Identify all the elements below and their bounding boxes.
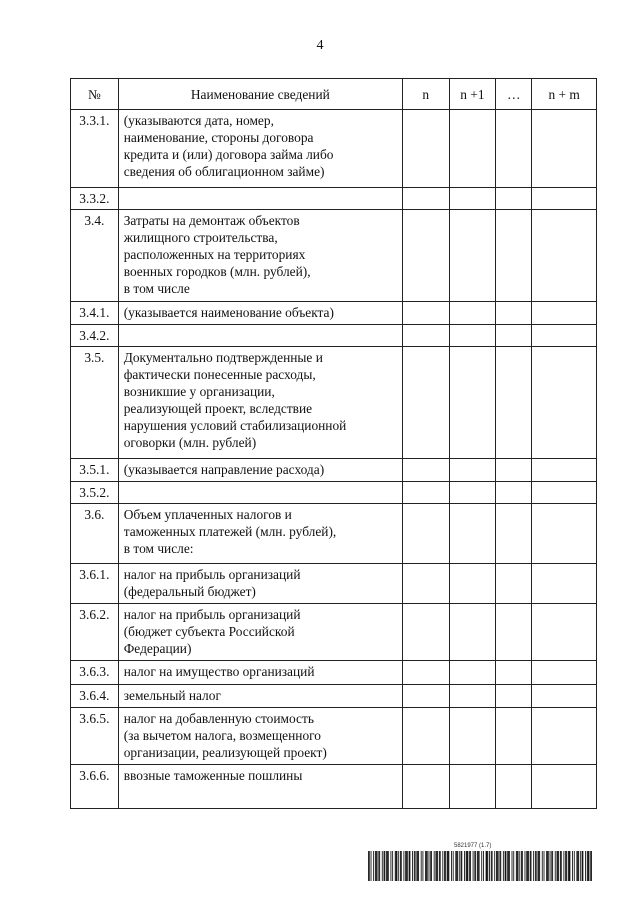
barcode-bar — [496, 851, 497, 881]
barcode-bar — [530, 851, 531, 881]
barcode-bar — [467, 851, 468, 881]
barcode-bar — [492, 851, 493, 881]
barcode-bar — [467, 851, 468, 881]
barcode-bar — [429, 851, 430, 881]
table-row — [71, 482, 597, 504]
value-n-plus-m — [532, 564, 597, 604]
table-row — [71, 347, 597, 459]
value-n-plus-1 — [449, 685, 496, 708]
barcode-bar — [550, 851, 551, 881]
barcode-bar — [483, 851, 484, 881]
table-row — [71, 459, 597, 482]
barcode-bar — [445, 851, 446, 881]
row-description — [118, 685, 402, 708]
barcode-bar — [509, 851, 510, 881]
barcode-bar — [398, 851, 399, 881]
barcode-bar — [473, 851, 474, 881]
barcode-bar — [392, 851, 393, 881]
value-n-plus-1 — [449, 708, 496, 765]
value-ellipsis — [496, 661, 532, 685]
value-n-plus-m — [532, 604, 597, 661]
row-description — [118, 661, 402, 685]
description-line: наименование, стороны договора — [123, 130, 314, 145]
barcode-bar — [526, 851, 527, 881]
description-line: (бюджет субъекта Российской — [123, 624, 295, 639]
barcode-bar — [444, 851, 445, 881]
barcode-bar — [487, 851, 488, 881]
table-body — [71, 110, 597, 809]
barcode-bar — [435, 851, 436, 881]
value-n-plus-1 — [449, 564, 496, 604]
value-ellipsis — [496, 765, 532, 809]
row-number: 3.4. — [71, 210, 119, 302]
description-line: сведения об облигационном займе) — [123, 164, 325, 179]
row-number: 3.6. — [71, 504, 119, 564]
barcode-bar — [555, 851, 556, 881]
barcode-bar — [440, 851, 441, 881]
description-line: оговорки (млн. рублей) — [123, 435, 257, 450]
barcode-bar — [401, 851, 402, 881]
barcode-bar — [547, 851, 548, 881]
barcode-bar — [427, 851, 428, 881]
value-n-plus-m — [532, 765, 597, 809]
value-n — [402, 708, 449, 765]
barcode-bar — [566, 851, 567, 881]
barcode-bar — [494, 851, 495, 881]
barcode-bar — [558, 851, 559, 881]
value-ellipsis — [496, 708, 532, 765]
barcode-bar — [390, 851, 391, 881]
row-description — [118, 604, 402, 661]
description-line: таможенных платежей (млн. рублей), — [123, 524, 337, 539]
barcode-bar — [486, 851, 487, 881]
barcode-bar — [580, 851, 581, 881]
value-n-plus-m — [532, 188, 597, 210]
barcode-bar — [400, 851, 401, 881]
barcode-bar — [533, 851, 534, 881]
barcode-image — [368, 845, 592, 881]
row-number: 3.6.3. — [71, 661, 119, 685]
row-number: 3.4.2. — [71, 325, 119, 347]
barcode-bar — [430, 851, 431, 881]
value-n-plus-m — [532, 347, 597, 459]
barcode-bar — [518, 851, 519, 881]
row-number: 3.6.4. — [71, 685, 119, 708]
barcode-bar — [587, 851, 588, 881]
table-row — [71, 564, 597, 604]
row-number: 3.5.1. — [71, 459, 119, 482]
barcode-bar — [582, 851, 583, 881]
value-n-plus-m — [532, 302, 597, 325]
value-n-plus-m — [532, 661, 597, 685]
value-n-plus-1 — [449, 347, 496, 459]
barcode-bar — [497, 851, 498, 881]
description-line: (за вычетом налога, возмещенного — [123, 728, 322, 743]
header-n: n — [402, 79, 449, 110]
row-description — [118, 188, 402, 210]
value-n-plus-m — [532, 685, 597, 708]
value-ellipsis — [496, 504, 532, 564]
barcode-bar — [417, 851, 418, 881]
barcode-bar — [384, 851, 385, 881]
description-line: налог на прибыль организаций — [123, 567, 301, 582]
table-row — [71, 685, 597, 708]
row-number: 3.6.2. — [71, 604, 119, 661]
barcode-bar — [461, 851, 462, 881]
value-n — [402, 110, 449, 188]
info-table — [70, 78, 597, 809]
barcode-bar — [557, 851, 558, 881]
table-row — [71, 210, 597, 302]
barcode-bar — [568, 851, 569, 881]
barcode-bar — [376, 851, 377, 881]
value-n — [402, 302, 449, 325]
row-description — [118, 325, 402, 347]
value-n-plus-1 — [449, 302, 496, 325]
barcode-bar — [403, 851, 404, 881]
value-n-plus-1 — [449, 661, 496, 685]
value-n — [402, 459, 449, 482]
barcode-bar — [548, 851, 549, 881]
barcode-bar — [386, 851, 387, 881]
barcode-bar — [469, 851, 470, 881]
barcode-bar — [527, 851, 528, 881]
header-name: Наименование сведений — [118, 79, 402, 110]
value-ellipsis — [496, 302, 532, 325]
page-number: 4 — [316, 38, 324, 53]
barcode-bar — [578, 851, 579, 881]
barcode-bar — [451, 851, 452, 881]
value-n-plus-1 — [449, 210, 496, 302]
description-line: кредита и (или) договора займа либо — [123, 147, 334, 162]
barcode-bar — [588, 851, 589, 881]
barcode-bar — [415, 851, 416, 881]
table-row — [71, 504, 597, 564]
barcode-bar — [589, 851, 590, 881]
description-line: жилищного строительства, — [123, 230, 278, 245]
description-line: (указывается наименование объекта) — [123, 305, 334, 320]
table-row — [71, 188, 597, 210]
barcode-bar — [418, 851, 419, 881]
barcode-bar — [560, 851, 561, 881]
barcode-bar — [426, 851, 427, 881]
value-n — [402, 564, 449, 604]
row-description — [118, 504, 402, 564]
barcode-bar — [516, 851, 517, 881]
row-number: 3.3.2. — [71, 188, 119, 210]
row-description — [118, 708, 402, 765]
barcode-bar — [552, 851, 553, 881]
table-row — [71, 708, 597, 765]
barcode-bar — [590, 851, 591, 881]
description-line: реализующей проект, вследствие — [123, 401, 313, 416]
barcode-bar — [486, 851, 487, 881]
barcode-bar — [535, 851, 536, 881]
value-ellipsis — [496, 459, 532, 482]
barcode-bar — [377, 851, 378, 881]
barcode-bar — [525, 851, 526, 881]
barcode-bar — [378, 851, 379, 881]
barcode-bar — [546, 851, 547, 881]
barcode-bar — [517, 851, 518, 881]
barcode-bar — [470, 851, 471, 881]
barcode-bar — [457, 851, 458, 881]
barcode-bar — [521, 851, 522, 881]
barcode-bar — [382, 851, 383, 881]
barcode-bar — [538, 851, 539, 881]
value-n — [402, 765, 449, 809]
description-line: Объем уплаченных налогов и — [123, 507, 292, 522]
barcode-bar — [407, 851, 408, 881]
value-ellipsis — [496, 188, 532, 210]
barcode-bar — [421, 851, 422, 881]
table-row — [71, 110, 597, 188]
value-ellipsis — [496, 482, 532, 504]
value-n-plus-m — [532, 708, 597, 765]
row-description — [118, 765, 402, 809]
value-n — [402, 661, 449, 685]
header-ellipsis: … — [496, 79, 532, 110]
value-n — [402, 504, 449, 564]
description-line: возникшие у организации, — [123, 384, 275, 399]
table-row — [71, 604, 597, 661]
value-n — [402, 188, 449, 210]
barcode-bar — [506, 851, 507, 881]
barcode-bar — [437, 851, 438, 881]
value-n-plus-1 — [449, 765, 496, 809]
value-ellipsis — [496, 685, 532, 708]
barcode-bar — [396, 851, 397, 881]
barcode-bar — [373, 851, 374, 881]
value-n-plus-1 — [449, 325, 496, 347]
row-number: 3.5.2. — [71, 482, 119, 504]
barcode-bar — [522, 851, 523, 881]
description-line: ввозные таможенные пошлины — [123, 768, 303, 783]
table-row — [71, 661, 597, 685]
value-n-plus-1 — [449, 482, 496, 504]
description-line: (указывается направление расхода) — [123, 462, 325, 477]
row-number: 3.3.1. — [71, 110, 119, 188]
barcode-bar — [439, 851, 440, 881]
barcode-caption: 5821977 (1.7) — [454, 843, 492, 849]
barcode-bar — [513, 851, 514, 881]
value-n-plus-1 — [449, 604, 496, 661]
barcode-bar — [405, 851, 406, 881]
header-num: № — [71, 79, 119, 110]
barcode-bar — [563, 851, 564, 881]
value-n — [402, 210, 449, 302]
barcode-bar — [414, 851, 415, 881]
row-description — [118, 564, 402, 604]
barcode-bar — [425, 851, 426, 881]
row-number: 3.6.5. — [71, 708, 119, 765]
header-n-plus-m: n + m — [532, 79, 597, 110]
barcode-bar — [498, 851, 499, 881]
barcode-bar — [431, 851, 432, 881]
barcode-bar — [477, 851, 478, 881]
table-header-row — [71, 79, 597, 110]
barcode-bar — [406, 851, 407, 881]
table-row — [71, 765, 597, 809]
barcode-bar — [489, 851, 490, 881]
barcode-bar — [508, 851, 509, 881]
barcode-bar — [500, 851, 501, 881]
description-line: расположенных на территориях — [123, 247, 306, 262]
barcode-bar — [585, 851, 586, 881]
barcode-bar — [574, 851, 575, 881]
barcode-bar — [491, 851, 492, 881]
value-n-plus-m — [532, 210, 597, 302]
barcode-bar — [461, 851, 462, 881]
barcode-bar — [453, 851, 454, 881]
barcode-bar — [531, 851, 532, 881]
description-line: в том числе — [123, 281, 190, 296]
barcode-bar — [409, 851, 410, 881]
barcode-bar — [539, 851, 540, 881]
barcode-bar — [536, 851, 537, 881]
barcode-bar — [577, 851, 578, 881]
value-n — [402, 347, 449, 459]
barcode-bar — [570, 851, 571, 881]
barcode-bar — [478, 851, 479, 881]
row-description — [118, 302, 402, 325]
value-n — [402, 685, 449, 708]
row-description — [118, 347, 402, 459]
description-line: военных городков (млн. рублей), — [123, 264, 311, 279]
description-line: налог на добавленную стоимость — [123, 711, 314, 726]
barcode-bar — [412, 851, 413, 881]
barcode-bar — [442, 851, 443, 881]
value-ellipsis — [496, 564, 532, 604]
value-ellipsis — [496, 210, 532, 302]
barcode-bar — [397, 851, 398, 881]
row-description — [118, 482, 402, 504]
row-number: 3.4.1. — [71, 302, 119, 325]
barcode-bar — [569, 851, 570, 881]
barcode-bar — [551, 851, 552, 881]
row-number: 3.5. — [71, 347, 119, 459]
value-ellipsis — [496, 110, 532, 188]
row-description — [118, 210, 402, 302]
barcode-bar — [479, 851, 480, 881]
row-description — [118, 110, 402, 188]
barcode-bar — [557, 851, 558, 881]
value-n-plus-m — [532, 325, 597, 347]
barcode-bar — [528, 851, 529, 881]
barcode-bar — [387, 851, 388, 881]
value-n-plus-1 — [449, 188, 496, 210]
value-n-plus-m — [532, 459, 597, 482]
description-line: налог на имущество организаций — [123, 664, 315, 679]
value-n-plus-m — [532, 482, 597, 504]
barcode-bar — [436, 851, 437, 881]
barcode-bar — [507, 851, 508, 881]
barcode-bar — [512, 851, 513, 881]
description-line: (федеральный бюджет) — [123, 584, 256, 599]
description-line: (указываются дата, номер, — [123, 113, 274, 128]
value-n-plus-m — [532, 504, 597, 564]
table-row — [71, 325, 597, 347]
value-n-plus-1 — [449, 110, 496, 188]
barcode-bar — [455, 851, 456, 881]
description-line: Затраты на демонтаж объектов — [123, 213, 300, 228]
barcode-bar — [395, 851, 396, 881]
row-description — [118, 459, 402, 482]
barcode-bar — [466, 851, 467, 881]
description-line: налог на прибыль организаций — [123, 607, 301, 622]
description-line: Документально подтвержденные и — [123, 350, 323, 365]
description-line: земельный налог — [123, 688, 221, 703]
description-line: Федерации) — [123, 641, 192, 656]
barcode-bar — [499, 851, 500, 881]
barcode-bar — [475, 851, 476, 881]
barcode-bar — [576, 851, 577, 881]
barcode-bar — [448, 851, 449, 881]
barcode-bar — [369, 851, 370, 881]
barcode-bar — [379, 851, 380, 881]
value-n-plus-1 — [449, 459, 496, 482]
barcode-bar — [572, 851, 573, 881]
value-n-plus-1 — [449, 504, 496, 564]
barcode-bar — [505, 851, 506, 881]
barcode-bar — [384, 851, 385, 881]
description-line: фактически понесенные расходы, — [123, 367, 316, 382]
barcode-bar — [388, 851, 389, 881]
value-n — [402, 482, 449, 504]
barcode-bar — [459, 851, 460, 881]
value-n — [402, 325, 449, 347]
barcode-bar — [544, 851, 545, 881]
barcode-bar — [434, 851, 435, 881]
barcode-bar — [481, 851, 482, 881]
barcode-bar — [565, 851, 566, 881]
row-number: 3.6.1. — [71, 564, 119, 604]
value-ellipsis — [496, 325, 532, 347]
description-line: нарушения условий стабилизационной — [123, 418, 347, 433]
barcode-bar — [542, 851, 543, 881]
description-line: организации, реализующей проект) — [123, 745, 327, 760]
barcode-bar — [375, 851, 376, 881]
barcode-bar — [447, 851, 448, 881]
barcode-bar — [456, 851, 457, 881]
row-number: 3.6.6. — [71, 765, 119, 809]
description-line: в том числе: — [123, 541, 194, 556]
barcode-bar — [474, 851, 475, 881]
barcode-bar — [410, 851, 411, 881]
value-ellipsis — [496, 347, 532, 459]
barcode-bar — [464, 851, 465, 881]
barcode-bar — [591, 851, 592, 881]
barcode-bar — [368, 851, 369, 881]
value-n — [402, 604, 449, 661]
barcode-bar — [538, 851, 539, 881]
barcode-bar — [448, 851, 449, 881]
barcode-bar — [422, 851, 423, 881]
value-n-plus-m — [532, 110, 597, 188]
header-n-plus-1: n +1 — [449, 79, 496, 110]
barcode-bar — [519, 851, 520, 881]
barcode-bar — [371, 851, 372, 881]
barcode-bar — [503, 851, 504, 881]
barcode-bar — [416, 851, 417, 881]
barcode-bar — [582, 851, 583, 881]
barcode-bar — [561, 851, 562, 881]
value-ellipsis — [496, 604, 532, 661]
table-row — [71, 302, 597, 325]
